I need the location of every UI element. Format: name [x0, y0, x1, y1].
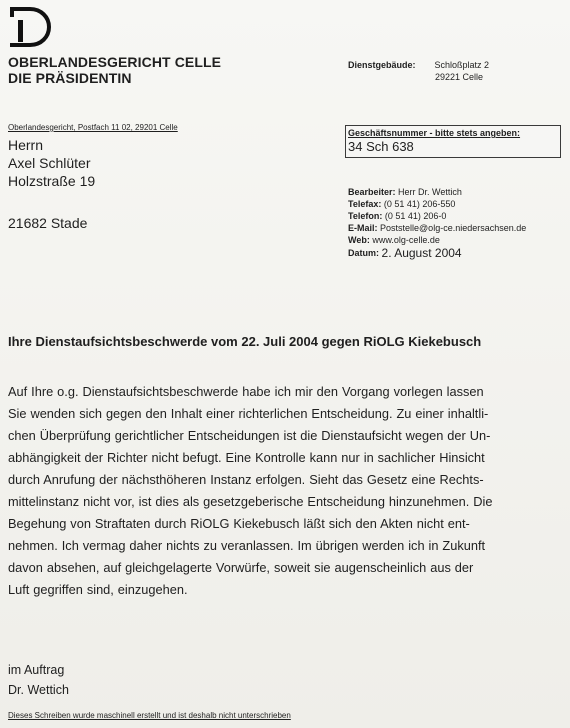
body-line: Sie wenden sich gegen den Inhalt einer richterlichen Entscheidung. Zu einer inhaltli-	[8, 406, 489, 421]
recipient-street: Holzstraße 19	[8, 173, 96, 189]
fax-row	[348, 198, 526, 210]
reference-value: 34 Sch 638	[348, 139, 414, 154]
letterhead	[8, 54, 221, 86]
recipient-postal-city: 21682 Stade	[8, 215, 88, 231]
body-line: Luft gegriffen sind, einzugehen.	[8, 582, 188, 597]
fax-label: Telefax:	[348, 199, 382, 209]
fax-value: (0 51 41) 206-550	[383, 199, 456, 209]
closing-line-2: Dr. Wettich	[8, 683, 69, 697]
service-building-block	[348, 59, 489, 83]
email-value: Poststelle@olg-ce.niedersachsen.de	[380, 223, 527, 233]
phone-row	[348, 210, 526, 222]
body-line: abhängigkeit der Richter nicht befugt. Eine Kontrolle kann nur in sachlicher Hinsicht	[8, 450, 485, 465]
body-line: nehmen. Ich vermag daher nichts zu veranlassen. Im übrigen werden ich in Zukunft	[8, 538, 486, 553]
phone-value: (0 51 41) 206-0	[384, 211, 447, 221]
recipient-address	[8, 136, 95, 232]
processor-row	[348, 186, 526, 198]
letter-body	[8, 381, 556, 601]
email-label: E-Mail:	[348, 223, 378, 233]
email-row	[348, 222, 526, 234]
recipient-name: Axel Schlüter	[8, 155, 91, 171]
web-label: Web:	[348, 235, 370, 245]
date-label: Datum:	[348, 248, 379, 258]
body-line: mittelinstanz nicht vor, ist dies als gesetzgeberische Entscheidung hinzunehmen. Die	[8, 494, 493, 509]
body-line: davon absehen, auf gleichgelagerte Vorwürfe, soweit sie augenscheinlich aus der	[8, 560, 474, 575]
closing-block	[8, 660, 69, 700]
date-row	[348, 246, 526, 259]
contact-block	[348, 186, 526, 259]
recipient-salutation: Herrn	[8, 137, 44, 153]
body-line: Auf Ihre o.g. Dienstaufsichtsbeschwerde habe ich mir den Vorgang vorlegen lassen	[8, 384, 484, 399]
phone-label: Telefon:	[348, 211, 383, 221]
body-line: chen Überprüfung gerichtlicher Entscheidungen ist die Dienstaufsicht wegen der Un-	[8, 428, 491, 443]
date-value: 2. August 2004	[381, 246, 462, 260]
web-row	[348, 234, 526, 246]
service-building-label: Dienstgebäude:	[348, 60, 416, 70]
court-logo-icon	[6, 6, 52, 48]
reference-label: Geschäftsnummer - bitte stets angeben:	[348, 128, 521, 138]
subject-line: Ihre Dienstaufsichtsbeschwerde vom 22. Juli 2004 gegen RiOLG Kiekebusch	[8, 334, 482, 349]
web-value: www.olg-celle.de	[372, 235, 440, 245]
body-line: Begehung von Straftaten durch RiOLG Kiekebusch läßt sich den Akten nicht ent-	[8, 516, 470, 531]
court-name: OBERLANDESGERICHT CELLE	[8, 54, 222, 70]
footer-note: Dieses Schreiben wurde maschinell erstellt und ist deshalb nicht unterschrieben	[8, 711, 291, 720]
closing-line-1: im Auftrag	[8, 663, 65, 677]
body-line: durch Anrufung der nächsthöheren Instanz erfolgen. Sieht das Gesetz eine Rechts-	[8, 472, 484, 487]
department-name: DIE PRÄSIDENTIN	[8, 70, 132, 86]
return-address: Oberlandesgericht, Postfach 11 02, 29201 Celle	[8, 123, 178, 132]
processor-label: Bearbeiter:	[348, 187, 396, 197]
service-building-postal-city: 29221 Celle	[435, 72, 484, 82]
service-building-street: Schloßplatz 2	[434, 60, 490, 70]
processor-value: Herr Dr. Wettich	[398, 187, 462, 197]
